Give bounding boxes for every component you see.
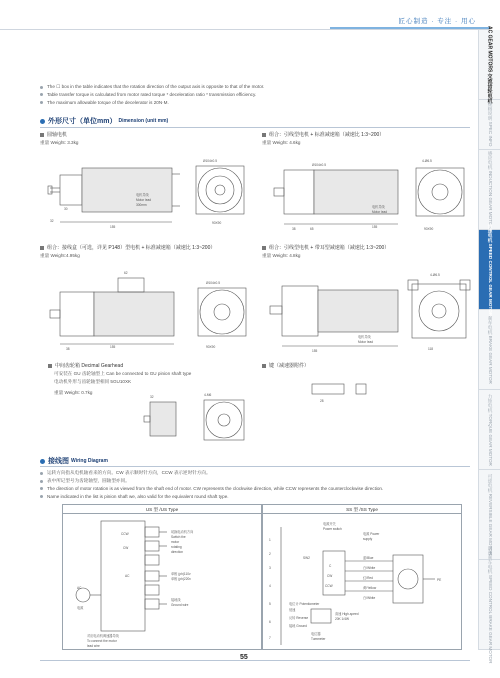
side-nav-item[interactable]: [479, 390, 500, 470]
svg-text:155: 155: [372, 225, 378, 229]
svg-text:155: 155: [110, 225, 116, 229]
wiring-note: Name indicated in the list is pinion shaft we, also valid for the equivalent round shaft type.: [40, 494, 229, 499]
svg-text:黄/Yellow: 黄/Yellow: [363, 586, 377, 590]
panel-title: 组合：接线盒（可选，详见 P148）型电机 + 标准减速箱（减速比 1:3~200）: [40, 244, 215, 251]
svg-text:motor: motor: [171, 540, 180, 544]
side-nav-label: 力矩电机 TORQUE GEAR MOTOR: [488, 393, 493, 466]
svg-text:118: 118: [428, 347, 434, 351]
side-nav-item[interactable]: [479, 25, 500, 104]
wiring-note: The direction of motor rotation is as viewed from the shaft end of motor. CW represents the clockwise direction, while CCW represents the counterclockwise direction.: [40, 486, 383, 491]
section-bullet-icon: [40, 119, 45, 124]
panel-weight: 重量 Weight: 4.8kg: [262, 253, 301, 258]
drawing-lead-motor-gearbox: [262, 150, 472, 235]
footer-line: [40, 660, 470, 661]
section-divider: [40, 127, 470, 128]
side-nav-item[interactable]: [479, 150, 500, 230]
svg-text:CW: CW: [327, 574, 333, 578]
svg-text:AC: AC: [125, 574, 130, 578]
svg-text:62: 62: [124, 271, 128, 275]
svg-text:38: 38: [66, 347, 70, 350]
svg-text:Switch the: Switch the: [171, 535, 186, 539]
svg-text:30: 30: [64, 207, 68, 211]
svg-text:90X90: 90X90: [424, 227, 434, 231]
section-bullet-icon: [40, 459, 45, 464]
svg-text:接地线: 接地线: [171, 598, 181, 602]
svg-text:白/White: 白/White: [363, 596, 376, 600]
svg-text:32: 32: [150, 395, 154, 399]
svg-text:电源开关: 电源开关: [323, 522, 336, 526]
side-nav-label: 感应电机 INDUCTION GEAR MOTOR: [488, 150, 493, 229]
svg-text:20K 1/4W: 20K 1/4W: [335, 617, 349, 621]
side-nav-label: 刹车电机 BRAKE GEAR MOTOR: [488, 315, 493, 384]
header-accent-line: [330, 27, 490, 29]
mid-gear-weight: 重量 Weight: 0.7kg: [54, 390, 93, 395]
svg-text:90X90: 90X90: [206, 345, 216, 349]
drawing-ear-gearbox-motor: [262, 262, 472, 354]
svg-text:Ø104±0.5: Ø104±0.5: [312, 163, 326, 167]
page-number: 55: [240, 654, 248, 661]
mid-gear-title: 中间齿轮箱 Decimal Gearhead: [48, 362, 123, 369]
side-nav: [478, 25, 500, 664]
svg-text:切换电动机方向: 切换电动机方向: [171, 530, 194, 534]
svg-text:lead wire: lead wire: [87, 644, 100, 648]
svg-text:direction: direction: [171, 550, 184, 554]
svg-text:4-Ø6.5: 4-Ø6.5: [430, 273, 440, 277]
svg-text:Ø104±0.5: Ø104±0.5: [206, 281, 220, 285]
svg-text:3: 3: [269, 566, 271, 570]
svg-text:90X90: 90X90: [212, 221, 222, 225]
svg-text:电位器: 电位器: [311, 632, 321, 636]
svg-text:Power switch: Power switch: [323, 527, 342, 531]
us-type-diagram: [62, 504, 262, 650]
svg-text:红/Red: 红/Red: [363, 576, 373, 580]
side-nav-label: 可逆电机 REVERSIBLE GEAR MOTOR: [488, 473, 493, 556]
svg-text:SW2: SW2: [303, 556, 310, 560]
svg-text:155: 155: [110, 345, 116, 349]
svg-text:rotating: rotating: [171, 545, 182, 549]
svg-text:单相 (ph)110v: 单相 (ph)110v: [171, 572, 191, 576]
panel-weight: 重量 Weight:4.95kg: [40, 253, 80, 258]
svg-text:Ground wire: Ground wire: [171, 603, 189, 607]
svg-text:300mm: 300mm: [136, 203, 147, 207]
note-item: Table transfer torque is calculated from motor rated torque * deceleration ratio * transmission efficiency.: [40, 92, 256, 97]
wiring-section-title: 接线图 Wiring Diagram: [40, 456, 108, 466]
side-nav-label: 调速电机 SPEED CONTROL GEAR MOTOR: [488, 223, 493, 316]
section-divider: [40, 466, 470, 467]
svg-text:6: 6: [269, 620, 271, 624]
svg-text:电机导线: 电机导线: [358, 335, 371, 339]
note-item: The maximum allowable torque of the decelerator is 20N·M.: [40, 100, 169, 105]
svg-text:电源: 电源: [77, 606, 84, 610]
svg-text:Motor lead: Motor lead: [372, 210, 388, 214]
svg-text:电机导线: 电机导线: [372, 205, 385, 209]
svg-text:Tummeter: Tummeter: [311, 637, 326, 641]
dimension-section-title: 外形尺寸（单位mm） Dimension (unit mm): [40, 116, 168, 126]
svg-text:4: 4: [269, 584, 271, 588]
svg-text:38: 38: [292, 227, 296, 231]
svg-text:低速: 低速: [289, 608, 296, 612]
svg-text:Motor lead: Motor lead: [136, 198, 152, 202]
mid-gear-line: 电动机外形与齿轮轴型相同 5GU10XK: [54, 379, 132, 384]
side-nav-label: 规格说明 SPEC INFO: [488, 102, 493, 147]
svg-text:5: 5: [269, 602, 271, 606]
svg-text:白/White: 白/White: [363, 566, 376, 570]
key-title: 键（减速器附件）: [262, 362, 309, 369]
panel-title: 圆轴电机: [40, 131, 67, 138]
svg-text:PE: PE: [437, 578, 442, 582]
side-nav-label: AC GEAR MOTORS 交流齿轮电机: [486, 25, 493, 104]
svg-text:接地 Ground: 接地 Ground: [289, 624, 307, 628]
svg-text:CCW: CCW: [121, 532, 129, 536]
svg-text:蓝/Blue: 蓝/Blue: [363, 556, 374, 560]
wiring-note: 表中所记型号为齿轮轴型，圆轴型亦同。: [40, 478, 130, 484]
svg-text:Ø104±0.5: Ø104±0.5: [203, 159, 217, 163]
svg-text:32: 32: [50, 219, 54, 223]
us-type-header: US 型 /US Type: [63, 505, 261, 514]
drawing-round-shaft-motor: [40, 150, 255, 235]
panel-weight: 重量 Weight: 4.6kg: [262, 140, 301, 145]
panel-title: 组合：引线型电机 + 带耳型减速箱（减速比 1:3~200）: [262, 244, 389, 251]
svg-text:Motor lead: Motor lead: [358, 340, 374, 344]
svg-text:To connect the motor: To connect the motor: [87, 639, 117, 643]
drawing-key: [300, 374, 390, 404]
svg-text:高速 High-speed: 高速 High-speed: [335, 612, 359, 616]
svg-text:CCW: CCW: [325, 584, 333, 588]
ss-type-diagram: [262, 504, 462, 650]
svg-text:对应电动机调速器导线: 对应电动机调速器导线: [87, 634, 119, 638]
page-header: [0, 0, 488, 30]
svg-text:65: 65: [310, 227, 314, 231]
svg-text:4-Ø6.5: 4-Ø6.5: [422, 159, 432, 163]
svg-text:反转 Reverse: 反转 Reverse: [289, 616, 309, 620]
svg-text:CW: CW: [123, 546, 129, 550]
svg-text:C: C: [329, 564, 332, 568]
panel-weight: 重量 Weight: 3.3kg: [40, 140, 79, 145]
svg-text:155: 155: [312, 349, 318, 353]
mid-gear-line: 可安装在 GU 齿轮轴型上 Can be connected to GU pinion shaft type: [54, 371, 192, 376]
side-nav-label: 调速刹车电机 SPEED CONTROL BRAKE GEAR MOTOR: [488, 545, 493, 664]
panel-title: 组合：引线型电机 + 标准减速箱（减速比 1:3~200）: [262, 131, 384, 138]
note-item: The ☐ box in the table indicates that the rotation direction of the output axis is opposite to that of the motor.: [40, 84, 264, 90]
side-nav-item[interactable]: [479, 545, 500, 664]
side-nav-item[interactable]: [479, 100, 500, 150]
ss-type-header: SS 型 /SS Type: [263, 505, 461, 514]
svg-text:电机导线: 电机导线: [136, 193, 149, 197]
svg-text:单相 (ph)220v: 单相 (ph)220v: [171, 577, 191, 581]
svg-text:2: 2: [269, 552, 271, 556]
svg-text:7: 7: [269, 636, 271, 640]
svg-text:电位计 Potentiometer: 电位计 Potentiometer: [289, 602, 320, 606]
svg-text:supply: supply: [363, 537, 373, 541]
svg-text:4-M6: 4-M6: [204, 393, 212, 397]
drawing-mid-gear: [120, 388, 260, 446]
drawing-junction-box-motor: [40, 262, 255, 350]
side-nav-item[interactable]: [479, 310, 500, 390]
svg-text:电源 Power: 电源 Power: [363, 532, 380, 536]
side-nav-item[interactable]: [479, 223, 500, 316]
wiring-note: 运转方向指从电机轴看来的方向。CW 表示顺时针方向，CCW 表示逆时针方向。: [40, 470, 211, 476]
svg-text:AC: AC: [77, 586, 82, 590]
svg-text:1: 1: [269, 538, 271, 542]
svg-text:28: 28: [320, 399, 324, 403]
header-slogan: 匠心制造 · 专注 · 用心: [398, 18, 476, 25]
